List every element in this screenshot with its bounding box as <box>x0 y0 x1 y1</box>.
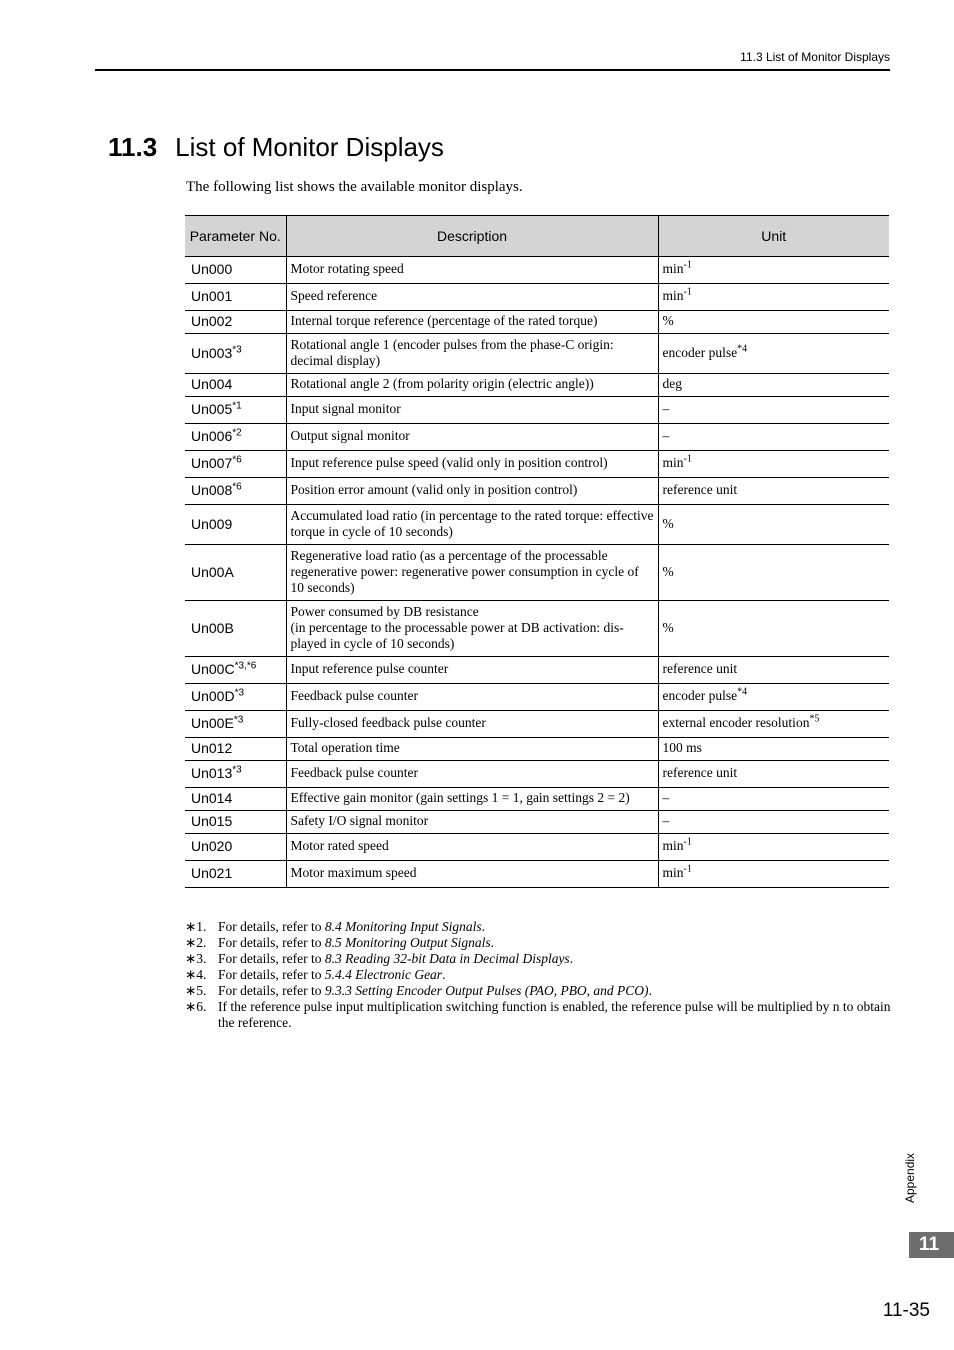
parameter-number: Un015 <box>191 813 233 829</box>
header-rule <box>95 69 890 71</box>
parameter-footnote-ref: *3,*6 <box>234 660 257 672</box>
unit-text: reference unit <box>662 661 738 676</box>
parameter-cell <box>185 545 286 601</box>
table-row <box>185 811 889 834</box>
parameter-footnote-ref: *3 <box>233 714 244 726</box>
description-cell: Regenerative load ratio (as a percentage of the processable regenerative power: regenerative power consumption in cycle of 10 seconds) <box>286 545 658 601</box>
unit-cell <box>658 545 889 601</box>
description-cell: Position error amount (valid only in position control) <box>286 478 658 505</box>
description-cell: Effective gain monitor (gain settings 1 = 1, gain settings 2 = 2) <box>286 788 658 811</box>
footnote-mark: ∗3. <box>185 951 207 966</box>
parameter-number: Un000 <box>191 261 233 277</box>
footnote-suffix: . <box>648 983 652 998</box>
description-cell: Accumulated load ratio (in percentage to the rated torque: effective torque in cycle of 10 seconds) <box>286 505 658 545</box>
footnote <box>185 999 891 1031</box>
footnote <box>185 951 891 967</box>
parameter-cell <box>185 311 286 334</box>
parameter-cell <box>185 478 286 505</box>
footnotes <box>185 919 891 1031</box>
table-row <box>185 601 889 657</box>
table-row <box>185 374 889 397</box>
column-header-parameter: Parameter No. <box>185 216 286 257</box>
description-cell: Speed reference <box>286 284 658 311</box>
unit-cell <box>658 397 889 424</box>
table-row <box>185 505 889 545</box>
unit-superscript: -1 <box>683 836 692 848</box>
table-header-row <box>185 216 889 257</box>
table-row <box>185 761 889 788</box>
description-cell: Rotational angle 1 (encoder pulses from the phase-C origin: decimal display) <box>286 334 658 374</box>
table-row <box>185 834 889 861</box>
table-row <box>185 478 889 505</box>
description-cell: Power consumed by DB resistance (in percentage to the processable power at DB activation: dis-played in cycle of 10 seconds) <box>286 601 658 657</box>
parameter-number: Un005 <box>191 401 233 417</box>
footnote-text <box>218 919 891 935</box>
monitor-displays-table <box>185 215 889 888</box>
unit-text: encoder pulse <box>662 688 738 703</box>
parameter-footnote-ref: *6 <box>232 481 242 493</box>
unit-text: min <box>662 261 684 276</box>
unit-text: min <box>662 288 684 303</box>
table-row <box>185 424 889 451</box>
unit-text: – <box>662 790 670 805</box>
appendix-side-label: Appendix <box>903 1152 917 1203</box>
table-row <box>185 711 889 738</box>
unit-cell <box>658 761 889 788</box>
unit-cell <box>658 811 889 834</box>
parameter-number: Un009 <box>191 515 233 532</box>
unit-text: reference unit <box>662 482 738 497</box>
parameter-cell <box>185 811 286 834</box>
description-cell: Motor maximum speed <box>286 861 658 888</box>
table-row <box>185 284 889 311</box>
footnote-suffix: . <box>569 951 574 966</box>
description-cell: Safety I/O signal monitor <box>286 811 658 834</box>
footnote-prefix: For details, refer to <box>218 919 325 934</box>
unit-cell <box>658 424 889 451</box>
unit-cell <box>658 505 889 545</box>
parameter-footnote-ref: *2 <box>232 427 242 439</box>
parameter-footnote-ref: *6 <box>232 454 242 466</box>
parameter-number: Un002 <box>191 313 233 329</box>
unit-cell <box>658 311 889 334</box>
footnote-suffix: . <box>481 919 485 934</box>
table-row <box>185 788 889 811</box>
footnote-cross-reference[interactable]: 5.4.4 Electronic Gear <box>324 967 443 982</box>
unit-text: % <box>662 515 674 531</box>
intro-text: The following list shows the available monitor displays. <box>186 179 523 195</box>
unit-text: % <box>662 313 674 328</box>
parameter-cell <box>185 374 286 397</box>
description-cell: Total operation time <box>286 738 658 761</box>
table-row <box>185 861 889 888</box>
footnote-mark: ∗5. <box>185 983 207 998</box>
footnote-text <box>218 983 891 999</box>
parameter-number: Un001 <box>191 288 233 304</box>
parameter-cell <box>185 601 286 657</box>
section-number: 11.3 <box>108 132 158 162</box>
unit-cell <box>658 374 889 397</box>
parameter-cell <box>185 761 286 788</box>
description-cell: Feedback pulse counter <box>286 684 658 711</box>
unit-superscript: -1 <box>683 863 692 875</box>
table-row <box>185 311 889 334</box>
unit-cell <box>658 711 889 738</box>
parameter-cell <box>185 834 286 861</box>
unit-text: % <box>662 619 674 635</box>
parameter-cell <box>185 505 286 545</box>
unit-text: encoder pulse <box>662 344 738 360</box>
chapter-tab: 11 <box>909 1232 954 1258</box>
column-header-description: Description <box>286 216 658 257</box>
footnote-mark: ∗6. <box>185 999 207 1014</box>
column-header-unit: Unit <box>658 216 889 257</box>
parameter-number: Un014 <box>191 790 233 806</box>
parameter-cell <box>185 284 286 311</box>
footnote-prefix: For details, refer to <box>218 983 325 998</box>
section-heading <box>108 132 444 163</box>
footnote-cross-reference[interactable]: 9.3.3 Setting Encoder Output Pulses (PAO, PBO, and PCO) <box>324 983 649 998</box>
parameter-number: Un003 <box>191 344 233 361</box>
footnote-prefix: For details, refer to <box>218 967 325 982</box>
parameter-number: Un00E <box>191 715 234 731</box>
footnote-suffix: . <box>490 935 494 950</box>
parameter-number: Un00A <box>191 563 234 580</box>
footnote <box>185 983 891 999</box>
unit-cell <box>658 834 889 861</box>
parameter-cell <box>185 424 286 451</box>
footnote-mark: ∗2. <box>185 935 207 950</box>
description-cell: Input reference pulse counter <box>286 657 658 684</box>
footnote-prefix: For details, refer to <box>218 935 325 950</box>
parameter-cell <box>185 334 286 374</box>
unit-text: deg <box>662 376 682 391</box>
unit-cell <box>658 684 889 711</box>
description-cell: Fully-closed feedback pulse counter <box>286 711 658 738</box>
unit-superscript: -1 <box>683 453 692 465</box>
footnote-mark: ∗1. <box>185 919 207 934</box>
unit-superscript: *5 <box>809 713 820 725</box>
table-row <box>185 334 889 374</box>
parameter-cell <box>185 451 286 478</box>
parameter-cell <box>185 657 286 684</box>
section-title: List of Monitor Displays <box>175 132 444 162</box>
unit-text: min <box>662 838 684 853</box>
parameter-footnote-ref: *1 <box>232 400 242 412</box>
parameter-number: Un008 <box>191 482 233 498</box>
footnote <box>185 935 891 951</box>
table-row <box>185 257 889 284</box>
unit-text: min <box>662 455 684 470</box>
description-cell: Motor rated speed <box>286 834 658 861</box>
unit-text: % <box>662 563 674 579</box>
parameter-cell <box>185 861 286 888</box>
footnote-text <box>218 967 891 983</box>
unit-cell <box>658 334 889 374</box>
parameter-number: Un00C <box>191 661 235 677</box>
table-row <box>185 451 889 478</box>
footnote-prefix: For details, refer to <box>218 951 325 966</box>
table-row <box>185 657 889 684</box>
parameter-number: Un013 <box>191 765 233 781</box>
unit-superscript: *4 <box>737 343 748 354</box>
table-row <box>185 397 889 424</box>
table-row <box>185 684 889 711</box>
unit-superscript: *4 <box>737 686 748 698</box>
unit-text: – <box>662 813 670 828</box>
footnote-text <box>218 935 891 951</box>
unit-cell <box>658 657 889 684</box>
parameter-number: Un006 <box>191 428 233 444</box>
unit-text: external encoder resolution <box>662 715 810 730</box>
unit-superscript: -1 <box>683 286 692 298</box>
unit-text: min <box>662 865 684 880</box>
parameter-number: Un00B <box>191 619 234 636</box>
parameter-cell <box>185 397 286 424</box>
unit-cell <box>658 284 889 311</box>
table-row <box>185 738 889 761</box>
parameter-number: Un020 <box>191 838 233 854</box>
unit-cell <box>658 601 889 657</box>
parameter-number: Un004 <box>191 376 233 392</box>
footnote-text <box>218 951 891 967</box>
running-header: 11.3 List of Monitor Displays <box>740 50 890 64</box>
page-number: 11-35 <box>882 1300 930 1321</box>
description-cell: Feedback pulse counter <box>286 761 658 788</box>
unit-cell <box>658 788 889 811</box>
parameter-cell <box>185 257 286 284</box>
table-row <box>185 545 889 601</box>
unit-cell <box>658 257 889 284</box>
footnote <box>185 919 891 935</box>
description-cell: Input signal monitor <box>286 397 658 424</box>
unit-text: – <box>662 401 670 416</box>
parameter-cell <box>185 711 286 738</box>
unit-superscript: -1 <box>683 259 692 271</box>
unit-text: 100 ms <box>662 740 702 755</box>
parameter-footnote-ref: *3 <box>234 687 245 699</box>
parameter-number: Un00D <box>191 688 235 704</box>
parameter-number: Un012 <box>191 740 233 756</box>
description-cell: Rotational angle 2 (from polarity origin (electric angle)) <box>286 374 658 397</box>
unit-text: reference unit <box>662 765 738 780</box>
parameter-footnote-ref: *3 <box>232 764 242 776</box>
description-cell: Output signal monitor <box>286 424 658 451</box>
description-cell: Input reference pulse speed (valid only in position control) <box>286 451 658 478</box>
footnote-cross-reference[interactable]: 8.4 Monitoring Input Signals <box>324 919 482 934</box>
parameter-footnote-ref: *3 <box>232 343 242 355</box>
description-cell: Motor rotating speed <box>286 257 658 284</box>
footnote <box>185 967 891 983</box>
footnote-cross-reference[interactable]: 8.3 Reading 32-bit Data in Decimal Displays <box>324 951 570 966</box>
footnote-suffix: . <box>442 967 446 982</box>
footnote-cross-reference[interactable]: 8.5 Monitoring Output Signals <box>324 935 491 950</box>
description-cell: Internal torque reference (percentage of the rated torque) <box>286 311 658 334</box>
parameter-number: Un007 <box>191 455 233 471</box>
parameter-cell <box>185 684 286 711</box>
parameter-cell <box>185 738 286 761</box>
footnote-prefix: If the reference pulse input multiplication switching function is enabled, the reference pulse will be multiplied by n to obtain the reference. <box>218 999 891 1030</box>
parameter-number: Un021 <box>191 865 233 881</box>
unit-cell <box>658 451 889 478</box>
footnote-mark: ∗4. <box>185 967 207 982</box>
footnote-text <box>218 999 891 1031</box>
unit-cell <box>658 738 889 761</box>
unit-cell <box>658 478 889 505</box>
unit-cell <box>658 861 889 888</box>
unit-text: – <box>662 428 670 443</box>
parameter-cell <box>185 788 286 811</box>
table-body <box>185 257 889 888</box>
